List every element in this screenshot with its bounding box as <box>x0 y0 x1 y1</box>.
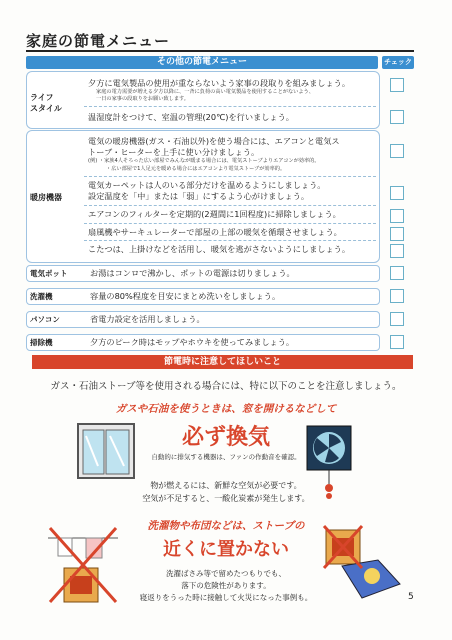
separator <box>84 106 376 107</box>
laundry-line-3: 寝返りをうった時に接触して火災になった事例も。 <box>139 593 313 602</box>
heating-item-1-note-1: (例) ・家族4人そろった広い部屋でみんなが暖まる場合には、電気ストーブよりエアコンが効率的。 <box>88 158 320 164</box>
pc-text: 省電力設定を活用しましょう。 <box>90 314 205 324</box>
laundry-lead: 洗濯物や布団などは、ストーブの <box>147 520 305 532</box>
lifestyle-item-1-checkbox[interactable] <box>390 78 404 92</box>
lifestyle-item-1: 夕方に電気製品の使用が重ならないよう家事の段取りを組みましょう。 <box>88 78 351 88</box>
washer-category: 洗濯機 <box>30 292 53 301</box>
ventilate-note: 自動的に排気する機器は、ファンの作動音を確認。 <box>151 453 301 461</box>
heating-item-4-checkbox[interactable] <box>390 227 404 241</box>
heating-category: 暖房機器 <box>30 193 62 202</box>
vacuum-text: 夕方のピーク時はモップやホウキを使ってみましょう。 <box>90 337 295 347</box>
washer-checkbox[interactable] <box>390 289 404 303</box>
check-header: チェック <box>382 56 414 69</box>
table-header: その他の節電メニュー <box>26 56 378 69</box>
washer-text: 容量の80%程度を目安にまとめ洗いをしましょう。 <box>90 291 281 301</box>
caution-intro: ガス・石油ストーブ等を使用される場合には、特に以下のことを注意しましょう。 <box>50 381 402 392</box>
lifestyle-item-2-checkbox[interactable] <box>390 110 404 124</box>
lifestyle-item-1-note-1: 家庭の電力需要が増える夕方以降に、一斉に負荷の高い電気製品を使用することがないよう、 <box>96 89 314 95</box>
heating-item-5-checkbox[interactable] <box>390 244 404 258</box>
separator <box>84 223 376 224</box>
heating-item-1-note-2: ・広い部屋で1人足元を暖める場合にはエアコンより電気ストーブが効率的。 <box>106 166 286 172</box>
pc-checkbox[interactable] <box>390 312 404 326</box>
pc-category: パソコン <box>30 315 60 324</box>
pot-checkbox[interactable] <box>390 266 404 280</box>
title-underline <box>26 50 414 52</box>
lifestyle-item-2: 温湿度計をつけて、室温の管理(20℃)を行いましょう。 <box>88 112 294 122</box>
lifestyle-category: ライフ スタイル <box>30 93 62 113</box>
air-line-2: 空気が不足すると、一酸化炭素が発生します。 <box>142 494 310 503</box>
separator <box>84 176 376 177</box>
heating-item-4: 扇風機やサーキュレーターで部屋の上部の暖気を循環させましょう。 <box>88 227 342 237</box>
vacuum-checkbox[interactable] <box>390 335 404 349</box>
air-line-1: 物が燃えるには、新鮮な空気が必要です。 <box>150 481 302 490</box>
page-number: 5 <box>408 592 414 602</box>
laundry-heading: 近くに置かない <box>163 539 289 560</box>
vacuum-category: 掃除機 <box>30 338 53 347</box>
heating-item-5: こたつは、上掛けなどを活用し、暖気を逃がさないようにしましょう。 <box>88 244 351 254</box>
heating-item-3-checkbox[interactable] <box>390 209 404 223</box>
heating-item-2-checkbox[interactable] <box>390 186 404 200</box>
laundry-line-2: 落下の危険性があります。 <box>181 581 271 590</box>
separator <box>84 205 376 206</box>
heating-item-1-checkbox[interactable] <box>390 144 404 158</box>
pot-category: 電気ポット <box>30 269 68 278</box>
caution-header: 節電時に注意してほしいこと <box>32 355 413 369</box>
heating-item-1: 電気の暖房機器(ガス・石油以外)を使う場合には、エアコンと電気ス トーブ・ヒーターを上手に使い分けましょう。 <box>88 136 340 157</box>
pot-text: お湯はコンロで沸かし、ポットの電源は切りましょう。 <box>90 268 295 278</box>
ventilate-lead: ガスや石油を使うときは、窓を開けるなどして <box>115 403 337 415</box>
heating-item-2: 電気カーペットは人のいる部分だけを温めるようにしましょう。 設定温度を「中」または「弱」にするよう心がけましょう。 <box>88 180 326 201</box>
laundry-line-1: 洗濯ばさみ等で留めたつもりでも、 <box>166 569 286 578</box>
separator <box>84 240 376 241</box>
lifestyle-item-1-note-2: 一日の家事の段取りをお願い致します。 <box>96 96 189 102</box>
page-title: 家庭の節電メニュー <box>26 32 171 50</box>
heating-item-3: エアコンのフィルターを定期的(2週間に1回程度)に掃除しましょう。 <box>88 209 341 219</box>
ventilate-heading: 必ず換気 <box>181 425 270 450</box>
